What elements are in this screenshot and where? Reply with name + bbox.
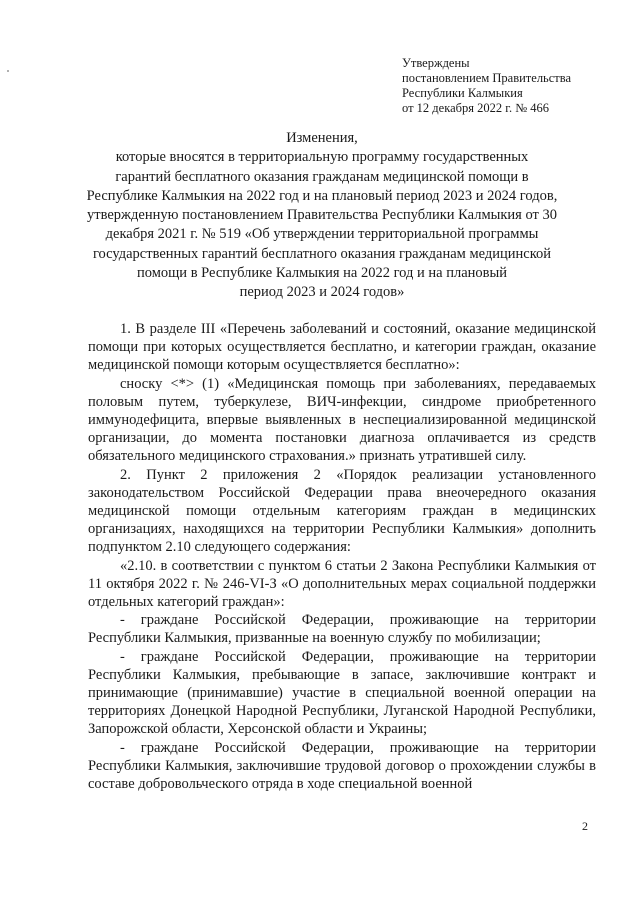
paragraph: «2.10. в соответствии с пунктом 6 статьи 2 Закона Республики Калмыкия от 11 октября 2022 г. № 246-VI-З «О дополнительных мерах социальной поддержки отдельных категорий граждан»: <box>88 557 596 611</box>
heading-line: гарантий бесплатного оказания гражданам медицинской помощи в <box>115 168 529 185</box>
heading-line: помощи в Республике Калмыкия на 2022 год и на плановый <box>136 265 508 282</box>
approval-line: постановлением Правительства <box>402 71 572 85</box>
page-number: 2 <box>582 819 588 833</box>
paragraph: 2. Пункт 2 приложения 2 «Порядок реализации установленного законодательством Российской Федерации права внеочередного оказания медицинской помощи отдельным категориям граждан в медицинских организациях, находящихся на территории Республики Калмыкия» дополнить подпунктом 2.10 следующего содержания: <box>88 466 596 556</box>
document-body <box>88 320 596 793</box>
document-heading <box>86 129 558 303</box>
heading-line: государственных гарантий бесплатного оказания гражданам медицинской <box>92 245 552 262</box>
approval-line: Утверждены <box>402 56 470 70</box>
approval-block <box>402 56 622 116</box>
paragraph: сноску <*> (1) «Медицинская помощь при заболеваниях, передаваемых половым путем, туберкулезе, ВИЧ-инфекции, синдроме приобретенного иммунодефицита, впервые выявленных в неспециализированной медицинской организации, до момента постановки диагноза оплачивается из средств обязательного медицинского страхования.» признать утратившей силу. <box>88 375 596 465</box>
scan-speck <box>7 70 9 72</box>
approval-line: от 12 декабря 2022 г. № 466 <box>402 101 550 115</box>
paragraph: - граждане Российской Федерации, проживающие на территории Республики Калмыкия, заключившие трудовой договор о прохождении службы в составе добровольческого отряда в ходе специальной военной <box>88 739 596 793</box>
heading-line: период 2023 и 2024 годов» <box>239 284 405 301</box>
heading-line: Изменения, <box>286 130 358 146</box>
paragraph: - граждане Российской Федерации, проживающие на территории Республики Калмыкия, пребывающие в запасе, заключившие контракт и принимающие (принимавшие) участие в специальной военной операции на территориях Донецкой Народной Республики, Луганской Народной Республики, Запорожской области, Херсонской области и Украины; <box>88 648 596 738</box>
heading-line: декабря 2021 г. № 519 «Об утверждении территориальной программы <box>105 226 539 243</box>
paragraph: - граждане Российской Федерации, проживающие на территории Республики Калмыкия, призванные на военную службу по мобилизации; <box>88 612 596 647</box>
paragraph: 1. В разделе III «Перечень заболеваний и состояний, оказание медицинской помощи при которых осуществляется бесплатно, и категории граждан, оказание медицинской помощи которым осуществляется бесплатно»: <box>88 321 596 374</box>
heading-line: утвержденную постановлением Правительства Республики Калмыкия от 30 <box>87 207 557 224</box>
heading-line: Республике Калмыкия на 2022 год и на плановый период 2023 и 2024 годов, <box>86 187 558 204</box>
approval-line: Республики Калмыкия <box>402 86 523 100</box>
heading-line: которые вносятся в территориальную программу государственных <box>115 149 529 166</box>
